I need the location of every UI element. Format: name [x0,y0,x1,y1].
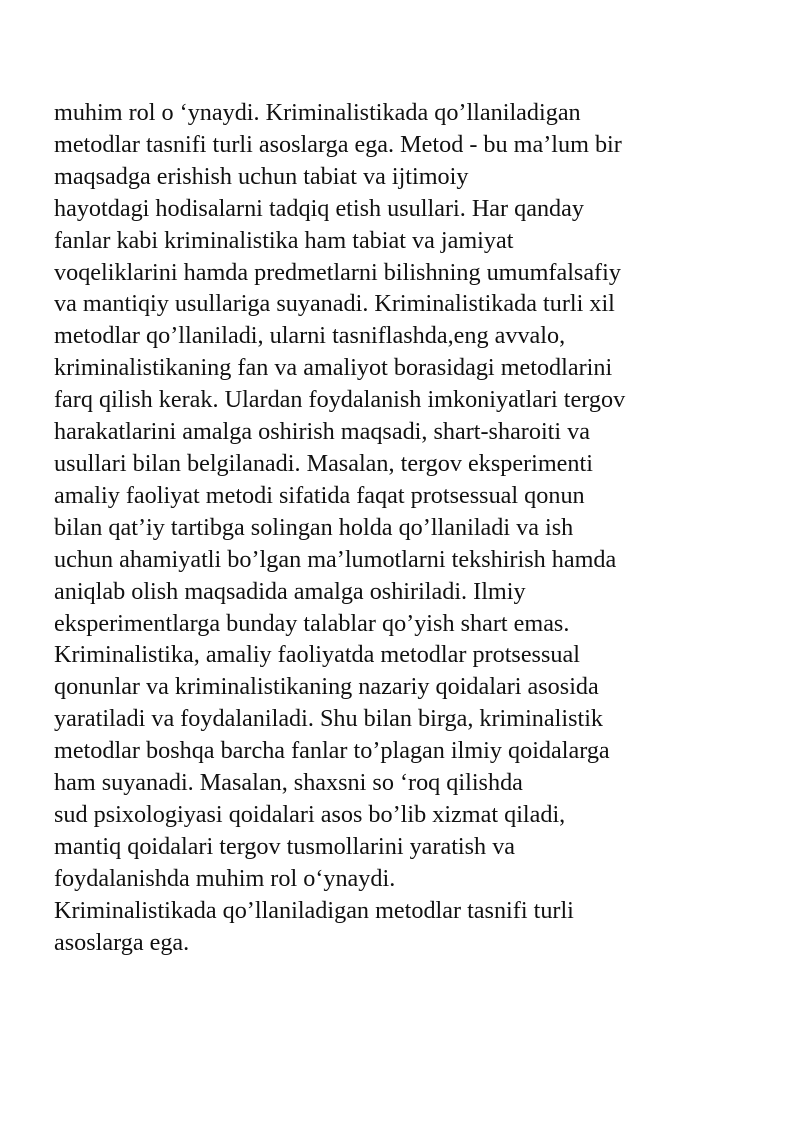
text-line: muhim rol o ‘ynaydi. Kriminalistikada qo’llaniladigan [54,99,581,126]
text-line: amaliy faoliyat metodi sifatida faqat protsessual qonun [54,481,585,509]
text-line: maqsadga erishish uchun tabiat va ijtimoiy [54,162,469,190]
text-line: metodlar tasnifi turli asoslarga ega. Metod - bu ma’lum bir [54,130,622,158]
text-line: qonunlar va kriminalistikaning nazariy qoidalari asosida [54,673,599,701]
text-line: va mantiqiy usullariga suyanadi. Kriminalistikada turli xil [54,290,615,318]
text-line: metodlar boshqa barcha fanlar to’plagan ilmiy qoidalarga [54,737,610,765]
text-line: Kriminalistika, amaliy faoliyatda metodlar protsessual [54,641,580,669]
text-line: bilan qat’iy tartibga solingan holda qo’llaniladi va ish [54,513,574,541]
text-line: mantiq qoidalari tergov tusmollarini yaratish va [54,832,516,860]
text-line: fanlar kabi kriminalistika ham tabiat va jamiyat [54,226,514,254]
text-line: ham suyanadi. Masalan, shaxsni so ‘roq qilishda [54,769,523,797]
body-text [54,97,774,958]
text-line: Kriminalistikada qo’llaniladigan metodlar tasnifi turli [54,896,574,924]
text-line: kriminalistikaning fan va amaliyot borasidagi metodlarini [54,354,613,382]
text-line: asoslarga ega. [54,928,190,956]
text-line: uchun ahamiyatli bo’lgan ma’lumotlarni tekshirish hamda [54,545,617,573]
text-line: metodlar qo’llaniladi, ularni tasniflashda,eng avvalo, [54,322,566,350]
text-line: sud psixologiyasi qoidalari asos bo’lib xizmat qiladi, [54,800,566,828]
text-line: harakatlarini amalga oshirish maqsadi, shart-sharoiti va [54,418,590,446]
text-line: eksperimentlarga bunday talablar qo’yish shart emas. [54,609,570,637]
text-line: aniqlab olish maqsadida amalga oshiriladi. Ilmiy [54,577,526,605]
text-line: voqeliklarini hamda predmetlarni bilishning umumfalsafiy [54,258,621,286]
text-line: hayotdagi hodisalarni tadqiq etish usullari. Har qanday [54,194,584,222]
text-line: farq qilish kerak. Ulardan foydalanish imkoniyatlari tergov [54,386,626,414]
text-line: usullari bilan belgilanadi. Masalan, tergov eksperimenti [54,449,593,477]
text-line: yaratiladi va foydalaniladi. Shu bilan birga, kriminalistik [54,705,604,733]
text-line: foydalanishda muhim rol o‘ynaydi. [54,864,396,892]
